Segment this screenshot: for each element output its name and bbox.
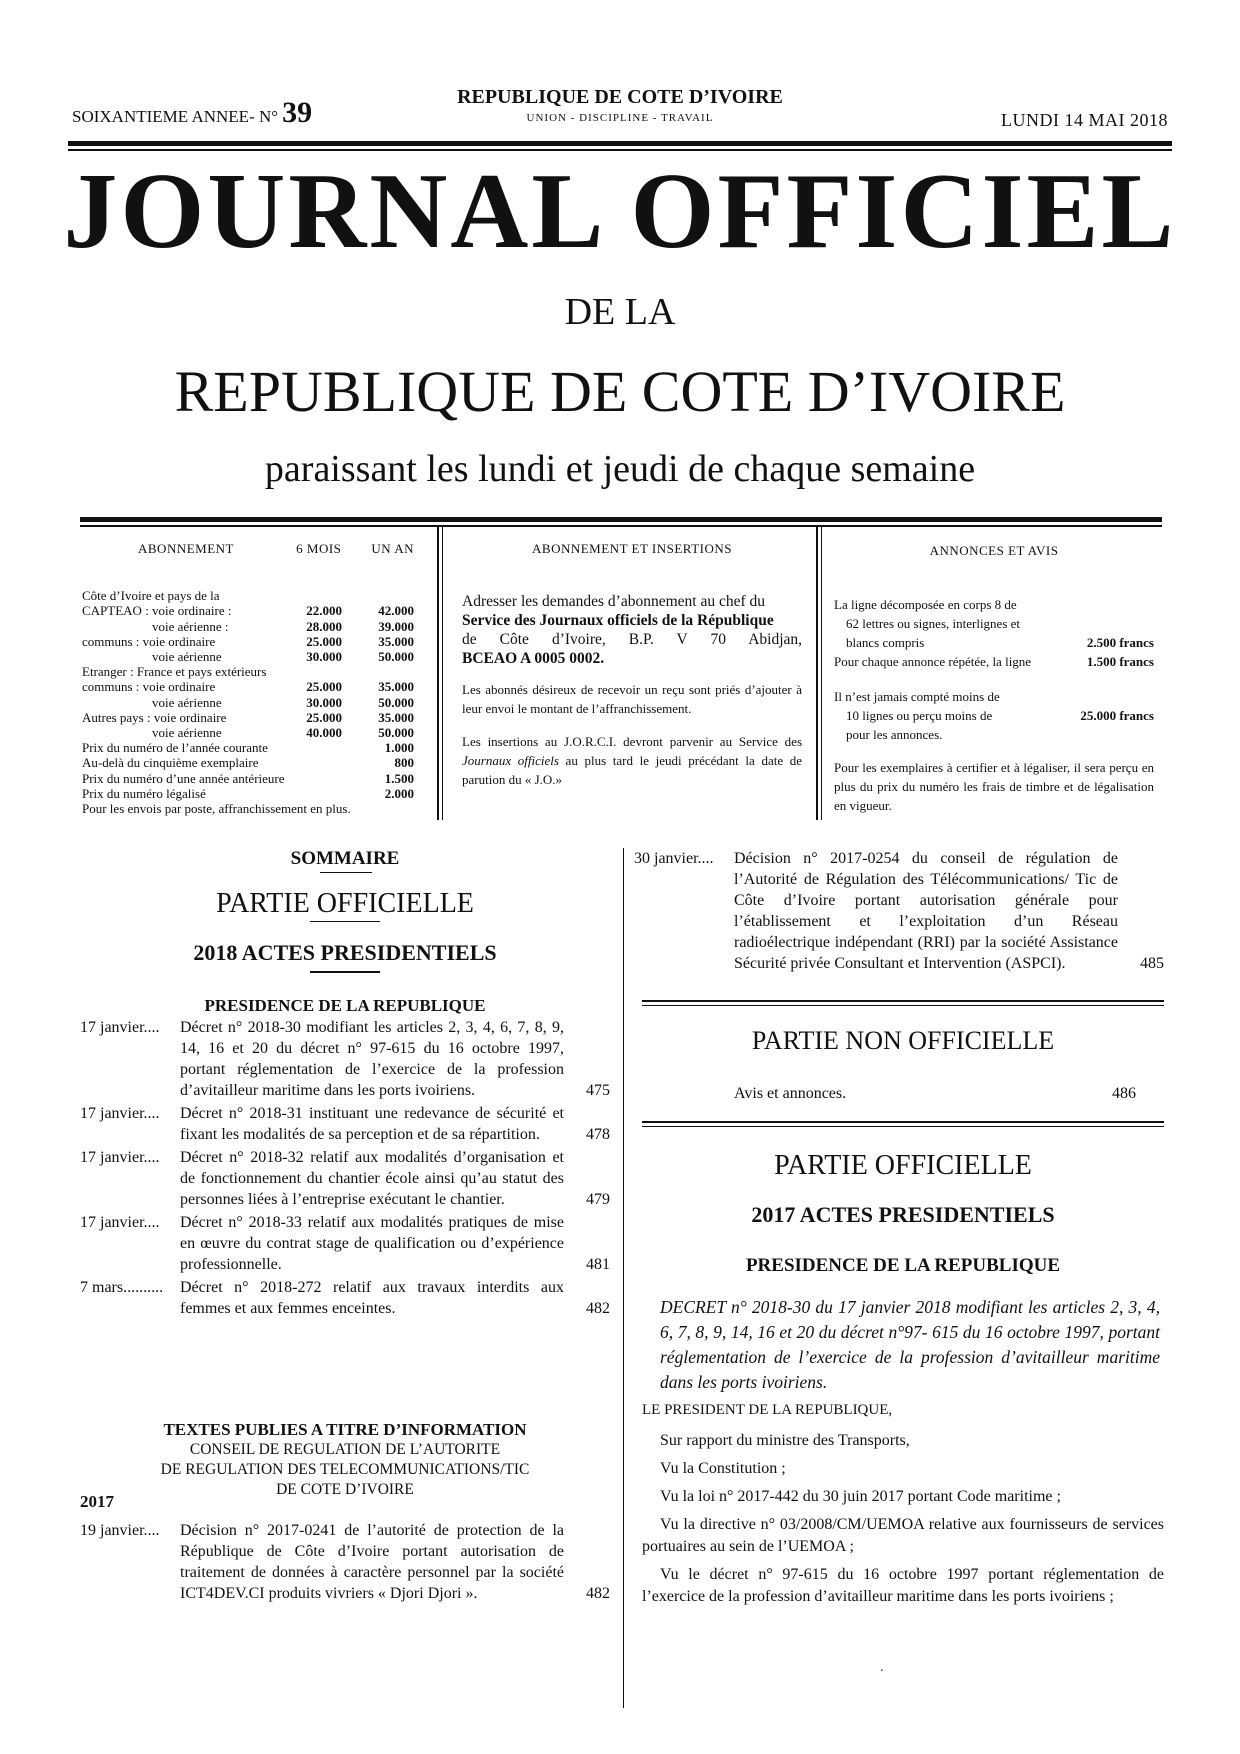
abo2-one-year-value: 50.000 <box>378 694 414 710</box>
toc-page-number: 478 <box>586 1126 610 1143</box>
toc-text: Décret n° 2018-32 relatif aux modalités d’organisation et de fonctionnement du chantier école ainsi qu’au statut des personnes liées à l’entreprise exécutant le chantier. <box>180 1149 564 1208</box>
abo1-six-months-value: 30.000 <box>306 649 342 665</box>
abo1-one-year-value: 50.000 <box>378 649 414 665</box>
abo1-one-year-value: 42.000 <box>378 603 414 619</box>
abo1-six-months-value: 22.000 <box>306 603 342 619</box>
abo1-six-months-value: 25.000 <box>306 633 342 649</box>
price-value: 1.500 <box>384 770 414 786</box>
insertions-p3-c: au plus tard le jeudi précédant la date de parution du « J.O.» <box>462 753 802 787</box>
six-months-heading: 6 MOIS <box>296 541 342 556</box>
annonces-p3: Pour les exemplaires à certifier et à légaliser, il sera perçu en plus du prix du numéro les frais de timbre et de légalisation en vigueur. <box>834 760 1154 813</box>
annonces-p2-a: Il n’est jamais compté moins de <box>834 689 1000 704</box>
partie-non-officielle-heading: PARTIE NON OFFICIELLE <box>751 1026 1055 1055</box>
toc-date: 17 janvier.... <box>80 1105 160 1122</box>
abo1-one-year-value: 39.000 <box>378 618 414 634</box>
insertions-p1-b: Service des Journaux officiels de la République <box>462 612 774 629</box>
toc-date: 19 janvier.... <box>80 1522 160 1539</box>
issue-label: SOIXANTIEME ANNEE- N° <box>72 107 279 126</box>
abonnement-intro-foreign: Etranger : France et pays extérieurs <box>82 664 267 680</box>
body-presidence-heading: PRESIDENCE DE LA REPUBLIQUE <box>745 1255 1061 1276</box>
publication-frequency: paraissant les lundi et jeudi de chaque semaine <box>264 448 976 490</box>
issue-number: 39 <box>282 96 313 129</box>
partie-underline <box>310 921 380 922</box>
toc-entry <box>80 1017 610 1101</box>
republic-name: REPUBLIQUE DE COTE D’IVOIRE <box>174 359 1066 424</box>
abo2-row <box>82 695 430 710</box>
toc-page-number: 485 <box>1140 955 1164 972</box>
insertions-p3 <box>462 732 802 789</box>
price-label: Au-delà du cinquième exemplaire <box>82 755 259 771</box>
toc-text: Décision n° 2017-0241 de l’autorité de protection de la République de Côte d’Ivoire portant autorisation de traitement de données à caractère personnel par la société ICT4DEV.CI produits vivriers « Djori Djori ». <box>180 1522 564 1602</box>
annonces-line-3: blancs compris <box>846 635 925 650</box>
conseil-line-1: CONSEIL DE REGULATION DE L’AUTORITE <box>189 1441 501 1458</box>
insertions-p3-b: Journaux officiels <box>462 753 559 768</box>
sommaire-list-2 <box>80 1520 610 1606</box>
insertions-p3-a: Les insertions au J.O.R.C.I. devront parvenir au Service des <box>462 734 802 749</box>
abo2-six-months-value: 40.000 <box>306 725 342 741</box>
one-year-heading: UN AN <box>371 541 414 556</box>
abo1-six-months-value: 28.000 <box>306 618 342 634</box>
avis-annonces-entry <box>734 1085 1136 1103</box>
toc-date: 30 janvier.... <box>634 850 714 867</box>
issue-date: LUNDI 14 MAI 2018 <box>1001 110 1168 130</box>
visa-paragraph: Sur rapport du ministre des Transports, <box>660 1432 910 1449</box>
decret-title: DECRET n° 2018-30 du 17 janvier 2018 modifiant les articles 2, 3, 4, 6, 7, 8, 9, 14, 16 et 20 du décret n°97- 615 du 16 octobre 1997, portant réglementation de l’exercice de la profession d’avitailleur maritime dans les ports ivoiriens. <box>660 1297 1160 1392</box>
insertions-p1-d: BCEAO A 0005 0002. <box>462 650 605 667</box>
boxes-top-rule <box>80 517 1162 522</box>
annonces-price-3: 25.000 francs <box>1080 708 1154 723</box>
toc-date: 17 janvier.... <box>80 1019 160 1036</box>
textes-heading: TEXTES PUBLIES A TITRE D’INFORMATION <box>163 1420 527 1439</box>
toc-text: Décret n° 2018-30 modifiant les articles 2, 3, 4, 6, 7, 8, 9, 14, 16 et 20 du décret n° 97-615 du 16 octobre 1997, portant réglementation de l’exercice de la profession d’avitailleur maritime dans les ports ivoiriens. <box>180 1019 564 1099</box>
toc-text: Décret n° 2018-31 instituant une redevance de sécurité et fixant les modalités de sa perception et de sa répartition. <box>180 1105 564 1143</box>
boxes-top-rule-thin <box>80 525 1162 527</box>
conseil-line-2: DE REGULATION DES TELECOMMUNICATIONS/TIC <box>160 1461 530 1478</box>
abo2-six-months-value: 25.000 <box>306 679 342 695</box>
toc-entry <box>80 1147 610 1210</box>
price-row <box>82 740 430 755</box>
toc-entry <box>80 1277 610 1319</box>
abo2-label: voie aérienne <box>152 725 222 741</box>
sommaire-underline <box>320 872 372 873</box>
abo1-row <box>82 649 430 664</box>
republic-motto: UNION - DISCIPLINE - TRAVAIL <box>526 112 714 124</box>
year-2017: 2017 <box>80 1492 114 1511</box>
abo2-label: voie aérienne <box>152 694 222 710</box>
right-rule-1b <box>642 1005 1164 1006</box>
abo1-row <box>82 634 430 649</box>
top-rule <box>68 141 1172 146</box>
insertions-heading: ABONNEMENT ET INSERTIONS <box>532 541 732 556</box>
price-value: 2.000 <box>384 785 414 801</box>
abo2-six-months-value: 30.000 <box>306 694 342 710</box>
toc-page-number: 481 <box>586 1256 610 1273</box>
toc-entry <box>634 848 1164 974</box>
journal-subtitle: DE LA <box>564 291 676 333</box>
avis-annonces-label: Avis et annonces. <box>734 1085 847 1102</box>
toc-page-number: 482 <box>586 1585 610 1602</box>
price-row <box>82 755 430 770</box>
abo2-row <box>82 725 430 740</box>
right-rule-2b <box>642 1126 1164 1127</box>
toc-date: 17 janvier.... <box>80 1214 160 1231</box>
box-divider-2 <box>816 527 818 820</box>
insertions-p1-a: Adresser les demandes d’abonnement au chef du <box>462 593 765 610</box>
journal-title: JOURNAL OFFICIEL <box>63 152 1177 271</box>
abo1-label: CAPTEAO : voie ordinaire : <box>82 603 232 619</box>
abo1-label: voie aérienne : <box>152 618 229 634</box>
toc-entry <box>80 1103 610 1145</box>
toc-date: 7 mars.......... <box>80 1279 164 1296</box>
price-value: 800 <box>394 755 414 771</box>
toc-entry <box>80 1212 610 1275</box>
visa-paragraph: Vu la directive n° 03/2008/CM/UEMOA relative aux fournisseurs de services portuaires au sein de l’UEMOA ; <box>642 1516 1164 1555</box>
box-divider-2b <box>821 527 822 820</box>
republic-header: REPUBLIQUE DE COTE D’IVOIRE <box>457 86 783 108</box>
annonces-price-1: 2.500 francs <box>1086 635 1154 650</box>
visa-paragraph: Vu la Constitution ; <box>660 1460 786 1477</box>
abo1-label: voie aérienne <box>152 649 222 665</box>
page-dot: . <box>880 1660 884 1675</box>
annonces-price-2: 1.500 francs <box>1086 654 1154 669</box>
toc-text: Décret n° 2018-272 relatif aux travaux interdits aux femmes et aux femmes enceintes. <box>180 1279 564 1317</box>
abo2-label: Autres pays : voie ordinaire <box>82 709 227 725</box>
abo1-one-year-value: 35.000 <box>378 633 414 649</box>
visa-paragraph: Vu la loi n° 2017-442 du 30 juin 2017 portant Code maritime ; <box>660 1488 1061 1505</box>
annonces-box <box>834 541 1154 815</box>
annonces-line-2: 62 lettres ou signes, interlignes et <box>846 616 1021 631</box>
top-rule-thin <box>68 149 1172 151</box>
abo2-one-year-value: 35.000 <box>378 679 414 695</box>
right-rule-2 <box>642 1121 1164 1123</box>
annonces-p2-c: pour les annonces. <box>846 727 943 742</box>
box-divider-1 <box>437 527 439 820</box>
annonces-p2-b: 10 lignes ou perçu moins de <box>846 708 993 723</box>
right-rule-1 <box>642 1000 1164 1002</box>
price-label: Prix du numéro légalisé <box>82 785 206 801</box>
annonces-line-1: La ligne décomposée en corps 8 de <box>834 597 1017 612</box>
abo1-row <box>82 603 430 618</box>
avis-annonces-page: 486 <box>1112 1085 1136 1102</box>
abonnement-intro: Côte d’Ivoire et pays de la <box>82 588 220 604</box>
sommaire-heading: SOMMAIRE <box>290 848 400 869</box>
price-value: 1.000 <box>384 740 414 756</box>
toc-page-number: 479 <box>586 1191 610 1208</box>
abo1-row <box>82 619 430 634</box>
insertions-box <box>462 541 802 789</box>
sommaire-list-3 <box>634 848 1164 976</box>
toc-page-number: 482 <box>586 1300 610 1317</box>
abo2-six-months-value: 25.000 <box>306 709 342 725</box>
column-divider <box>623 848 624 1708</box>
visa-paragraph: Vu le décret n° 97-615 du 16 octobre 1997 portant réglementation de l’exercice de la profession d’avitailleur maritime dans les ports ivoiriens ; <box>642 1566 1164 1605</box>
sommaire-partie-heading: PARTIE OFFICIELLE <box>216 888 474 919</box>
abonnement-heading: ABONNEMENT <box>138 541 234 556</box>
abonnement-box <box>82 541 430 816</box>
abo2-label: communs : voie ordinaire <box>82 679 216 695</box>
abo2-one-year-value: 50.000 <box>378 725 414 741</box>
price-label: Prix du numéro d’une année antérieure <box>82 770 285 786</box>
body-partie-heading: PARTIE OFFICIELLE <box>774 1150 1032 1181</box>
toc-page-number: 475 <box>586 1082 610 1099</box>
abo2-one-year-value: 35.000 <box>378 709 414 725</box>
toc-entry <box>80 1520 610 1604</box>
sommaire-presidence-heading: PRESIDENCE DE LA REPUBLIQUE <box>204 996 486 1015</box>
box-divider-1b <box>442 527 443 820</box>
body-actes-heading: 2017 ACTES PRESIDENTIELS <box>751 1202 1055 1227</box>
price-row <box>82 786 430 801</box>
sommaire-list <box>80 1017 610 1321</box>
annonces-heading: ANNONCES ET AVIS <box>929 543 1059 558</box>
visas-list <box>642 1430 1164 1614</box>
actes-underline <box>310 971 380 973</box>
insertions-p2: Les abonnés désireux de recevoir un reçu sont priés d’ajouter à leur envoi le montant de l’affranchissement. <box>462 682 802 716</box>
conseil-line-3: DE COTE D’IVOIRE <box>276 1481 414 1498</box>
abo2-row <box>82 679 430 694</box>
le-president: LE PRESIDENT DE LA REPUBLIQUE, <box>642 1402 893 1418</box>
price-row <box>82 771 430 786</box>
toc-text: Décision n° 2017-0254 du conseil de régulation de l’Autorité de Régulation des Télécommunications/ Tic de Côte d’Ivoire portant autorisation générale pour l’établissement et l’exploitation d’un Réseau radioélectrique indépendant (RRI) par la société Assistance Sécurité privée Consultant et Intervention (ASPCI). <box>734 850 1118 972</box>
price-label: Prix du numéro de l’année courante <box>82 740 268 756</box>
abonnement-footer: Pour les envois par poste, affranchissement en plus. <box>82 801 351 817</box>
toc-text: Décret n° 2018-33 relatif aux modalités pratiques de mise en œuvre du contrat stage de qualification ou d’expérience professionnelle. <box>180 1214 564 1273</box>
sommaire-actes-heading: 2018 ACTES PRESIDENTIELS <box>193 940 497 965</box>
toc-date: 17 janvier.... <box>80 1149 160 1166</box>
annonces-line-4: Pour chaque annonce répétée, la ligne <box>834 654 1032 669</box>
abo1-label: communs : voie ordinaire <box>82 633 216 649</box>
insertions-p1-c: de Côte d’Ivoire, B.P. V 70 Abidjan, <box>462 631 802 648</box>
abo2-row <box>82 710 430 725</box>
